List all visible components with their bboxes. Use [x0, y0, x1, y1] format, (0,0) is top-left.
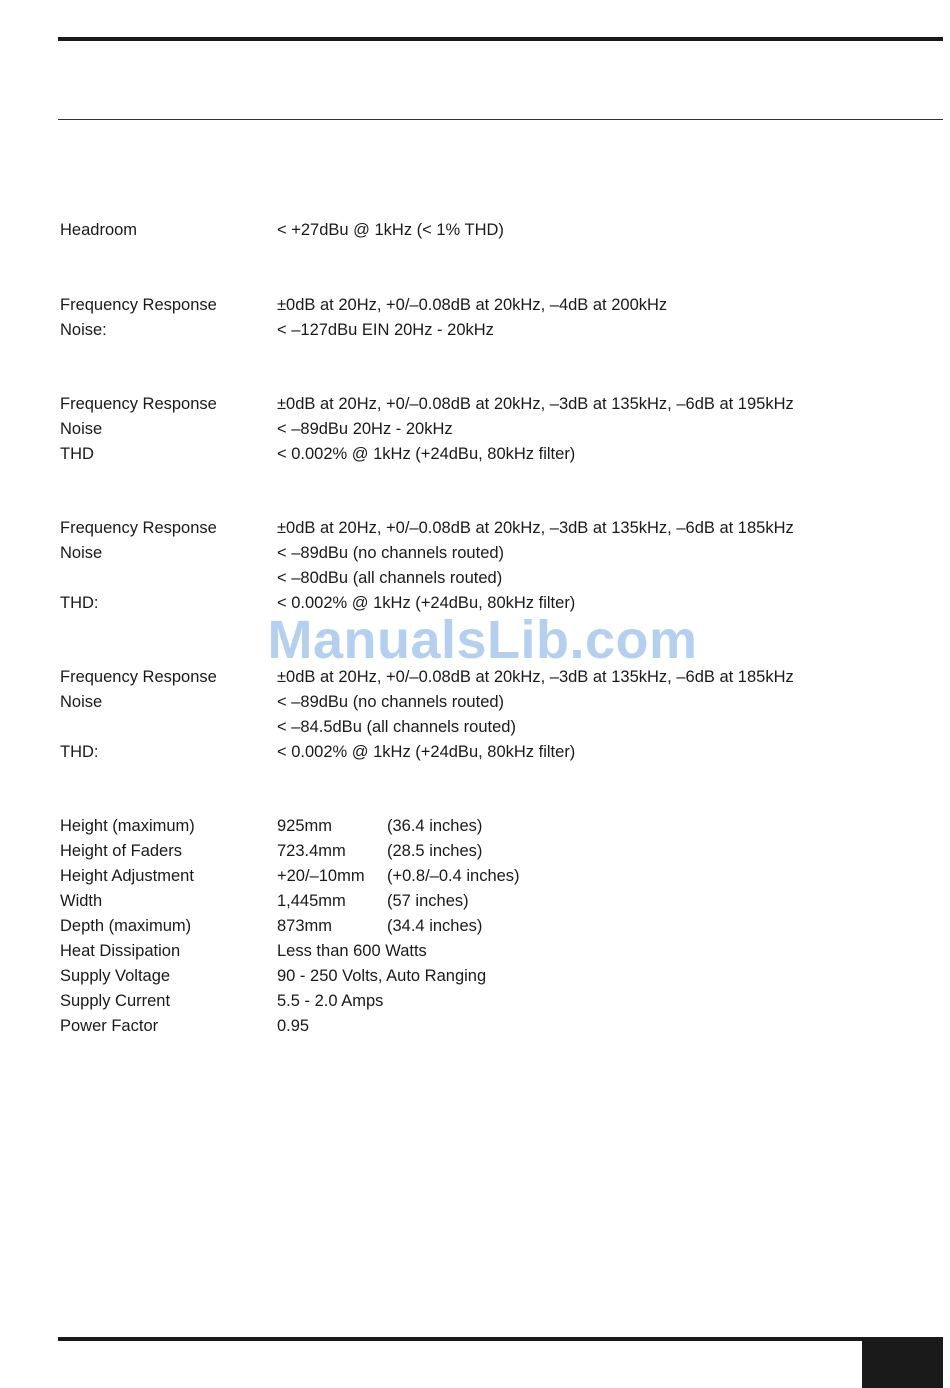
spec-label: Supply Voltage: [60, 967, 171, 985]
spec-value: < –89dBu (no channels routed): [277, 544, 505, 562]
spec-value: ±0dB at 20Hz, +0/–0.08dB at 20kHz, –3dB at 135kHz, –6dB at 185kHz: [277, 519, 794, 537]
spec-row: [60, 665, 794, 690]
imperial-value: (36.4 inches): [387, 817, 483, 835]
spec-label: Depth (maximum): [60, 917, 192, 935]
spec-row: [60, 392, 794, 417]
spec-row: [60, 740, 794, 765]
spec-label: Headroom: [60, 221, 138, 239]
metric-value: 1,445mm: [277, 892, 346, 910]
spec-section-physical: [60, 814, 520, 1039]
spec-label: Frequency Response: [60, 668, 217, 686]
dimension-row: [60, 839, 520, 864]
spec-row: [60, 318, 667, 343]
spec-label: [60, 715, 277, 740]
spec-label: Heat Dissipation: [60, 942, 181, 960]
spec-section-3: [60, 392, 794, 467]
metric-value: +20/–10mm: [277, 867, 365, 885]
spec-label: Frequency Response: [60, 395, 217, 413]
spec-label: Frequency Response: [60, 519, 217, 537]
power-row: [60, 1014, 520, 1039]
spec-row: [60, 541, 794, 566]
spec-row: [60, 690, 794, 715]
spec-row: [60, 442, 794, 467]
spec-label: Height of Faders: [60, 842, 182, 860]
imperial-value: (28.5 inches): [387, 842, 483, 860]
spec-label: Noise:: [60, 321, 107, 339]
spec-label: Height Adjustment: [60, 867, 194, 885]
dimension-row: [60, 814, 520, 839]
spec-label: Width: [60, 892, 103, 910]
spec-value: 5.5 - 2.0 Amps: [277, 992, 384, 1010]
watermark-logo: ManualsLib.com: [267, 610, 698, 670]
spec-section-2: [60, 293, 667, 343]
spec-section-4: [60, 516, 794, 616]
spec-label: Supply Current: [60, 992, 171, 1010]
spec-value: < 0.002% @ 1kHz (+24dBu, 80kHz filter): [277, 445, 576, 463]
spec-section-headroom: [60, 218, 504, 243]
spec-value: < –89dBu 20Hz - 20kHz: [277, 420, 453, 438]
spec-label: THD:: [60, 594, 99, 612]
spec-value: < –89dBu (no channels routed): [277, 693, 505, 711]
dimension-row: [60, 914, 520, 939]
spec-row: [60, 293, 667, 318]
spec-value: < –127dBu EIN 20Hz - 20kHz: [277, 321, 494, 339]
spec-value: < 0.002% @ 1kHz (+24dBu, 80kHz filter): [277, 594, 576, 612]
page-number-tab: [862, 1337, 943, 1388]
spec-label: Noise: [60, 693, 103, 711]
spec-value: Less than 600 Watts: [277, 942, 427, 960]
dimension-row: [60, 889, 520, 914]
imperial-value: (34.4 inches): [387, 917, 483, 935]
spec-value: < 0.002% @ 1kHz (+24dBu, 80kHz filter): [277, 743, 576, 761]
spec-row: [60, 417, 794, 442]
metric-value: 723.4mm: [277, 842, 346, 860]
metric-value: 873mm: [277, 917, 333, 935]
imperial-value: (57 inches): [387, 892, 469, 910]
spec-label: Height (maximum): [60, 817, 195, 835]
spec-row: [60, 516, 794, 541]
spec-value: < –80dBu (all channels routed): [277, 569, 503, 587]
spec-label: Frequency Response: [60, 296, 217, 314]
spec-label: THD: [60, 445, 94, 463]
metric-value: 925mm: [277, 817, 333, 835]
power-row: [60, 964, 520, 989]
spec-section-5: [60, 665, 794, 765]
spec-label: Power Factor: [60, 1017, 159, 1035]
spec-value: < –84.5dBu (all channels routed): [277, 718, 516, 736]
spec-label: [60, 566, 277, 591]
imperial-value: (+0.8/–0.4 inches): [387, 867, 520, 885]
spec-value: ±0dB at 20Hz, +0/–0.08dB at 20kHz, –3dB at 135kHz, –6dB at 185kHz: [277, 668, 794, 686]
spec-label: Noise: [60, 420, 103, 438]
spec-row: [60, 566, 794, 591]
power-row: [60, 939, 520, 964]
header-rule-thin: [58, 119, 943, 120]
spec-label: THD:: [60, 743, 99, 761]
dimension-row: [60, 864, 520, 889]
footer-rule: [58, 1337, 943, 1341]
spec-value: ±0dB at 20Hz, +0/–0.08dB at 20kHz, –3dB at 135kHz, –6dB at 195kHz: [277, 395, 794, 413]
spec-value: < +27dBu @ 1kHz (< 1% THD): [277, 221, 504, 239]
spec-value: 90 - 250 Volts, Auto Ranging: [277, 967, 487, 985]
spec-value: 0.95: [277, 1017, 310, 1035]
spec-value: ±0dB at 20Hz, +0/–0.08dB at 20kHz, –4dB at 200kHz: [277, 296, 668, 314]
spec-row: [60, 715, 794, 740]
power-row: [60, 989, 520, 1014]
header-rule-thick: [58, 37, 943, 41]
spec-label: Noise: [60, 544, 103, 562]
spec-row: [60, 218, 504, 243]
